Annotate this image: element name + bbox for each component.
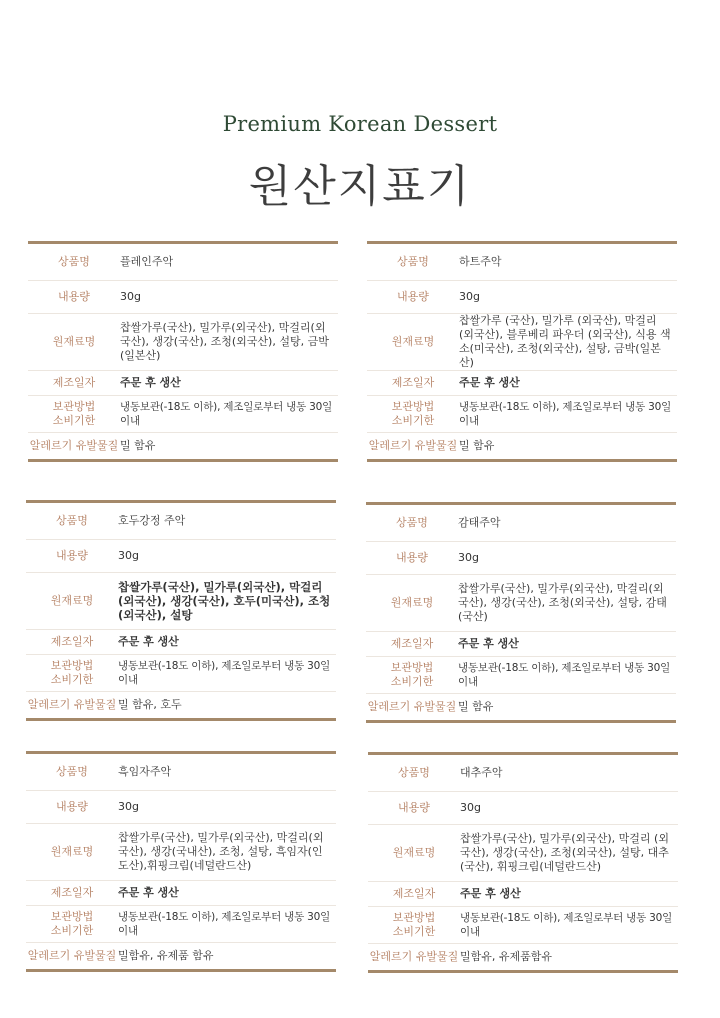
product-card (366, 502, 676, 723)
row-materials (28, 314, 338, 371)
row-storage (366, 657, 676, 694)
label-storage (367, 400, 459, 428)
row-storage (26, 906, 336, 943)
label-manufacture: 제조일자 (390, 637, 434, 650)
label-storage (26, 659, 118, 687)
materials-value: 찹쌀가루(국산), 밀가루(외국산), 막걸리(외국산), 생강(국내산), 조청, 설탕, 흑임자(인도산),휘핑크림(네덜란드산) (118, 831, 324, 872)
manufacture-value: 주문 후 생산 (118, 886, 179, 899)
label-allergy: 알레르기 유발물질 (27, 698, 117, 711)
materials-value: 찹쌀가루(국산), 밀가루(외국산), 막걸리(외국산), 생강(국산), 조청(외국산), 설탕, 금박(일본산) (120, 321, 329, 362)
label-storage-line1: 보관방법 (391, 400, 435, 413)
row-product-name (367, 244, 677, 281)
label-materials: 원재료명 (390, 596, 434, 609)
label-product-name: 상품명 (56, 765, 88, 778)
label-storage-line2: 소비기한 (52, 414, 96, 427)
product-name: 호두강정 주악 (118, 514, 186, 527)
label-storage-line1: 보관방법 (52, 400, 96, 413)
label-materials: 원재료명 (392, 846, 436, 859)
manufacture-value: 주문 후 생산 (458, 637, 519, 650)
row-volume (367, 281, 677, 314)
row-materials (26, 824, 336, 881)
row-product-name (368, 755, 678, 792)
label-volume: 내용량 (58, 290, 90, 303)
row-volume (28, 281, 338, 314)
row-storage (28, 396, 338, 433)
allergy-value: 밀 함유 (458, 700, 494, 713)
label-volume: 내용량 (56, 800, 88, 813)
row-storage (368, 907, 678, 944)
row-manufacture (366, 632, 676, 657)
label-volume: 내용량 (397, 290, 429, 303)
row-volume (26, 791, 336, 824)
label-allergy: 알레르기 유발물질 (368, 439, 458, 452)
label-product-name: 상품명 (56, 514, 88, 527)
label-storage-line2: 소비기한 (391, 414, 435, 427)
label-materials: 원재료명 (52, 335, 96, 348)
label-allergy: 알레르기 유발물질 (29, 439, 119, 452)
product-name: 플레인주악 (120, 255, 174, 268)
row-volume (366, 542, 676, 575)
product-card (367, 241, 677, 462)
row-volume (26, 540, 336, 573)
row-materials (367, 314, 677, 371)
product-card (26, 751, 336, 972)
product-card (28, 241, 338, 462)
page-subtitle: Premium Korean Dessert (222, 112, 498, 136)
row-materials (366, 575, 676, 632)
row-manufacture (368, 882, 678, 907)
label-storage (26, 910, 118, 938)
volume-value: 30g (120, 290, 141, 303)
manufacture-value: 주문 후 생산 (460, 887, 521, 900)
label-storage-line2: 소비기한 (390, 675, 434, 688)
storage-value: 냉동보관(-18도 이하), 제조일로부터 냉동 30일 이내 (120, 401, 333, 427)
volume-value: 30g (118, 549, 139, 562)
label-product-name: 상품명 (396, 516, 428, 529)
row-allergy (366, 694, 676, 720)
label-volume: 내용량 (396, 551, 428, 564)
label-allergy: 알레르기 유발물질 (27, 949, 117, 962)
manufacture-value: 주문 후 생산 (459, 376, 520, 389)
label-storage (368, 911, 460, 939)
product-name: 감태주악 (458, 516, 501, 529)
label-storage (28, 400, 120, 428)
label-storage-line2: 소비기한 (392, 925, 436, 938)
label-product-name: 상품명 (397, 255, 429, 268)
row-allergy (26, 692, 336, 718)
label-storage-line1: 보관방법 (392, 911, 436, 924)
row-allergy (26, 943, 336, 969)
volume-value: 30g (460, 801, 481, 814)
row-materials (368, 825, 678, 882)
product-name: 대추주악 (460, 766, 503, 779)
label-volume: 내용량 (398, 801, 430, 814)
manufacture-value: 주문 후 생산 (118, 635, 179, 648)
materials-value: 찹쌀가루(국산), 밀가루(외국산), 막걸리(외국산), 생강(국산), 조청(외국산), 설탕, 감태(국산) (458, 582, 667, 623)
label-product-name: 상품명 (58, 255, 90, 268)
manufacture-value: 주문 후 생산 (120, 376, 181, 389)
row-materials (26, 573, 336, 630)
volume-value: 30g (118, 800, 139, 813)
allergy-value: 밀함유, 유제품 함유 (118, 949, 214, 962)
label-storage-line1: 보관방법 (50, 910, 94, 923)
label-allergy: 알레르기 유발물질 (369, 950, 459, 963)
storage-value: 냉동보관(-18도 이하), 제조일로부터 냉동 30일 이내 (460, 912, 673, 938)
label-allergy: 알레르기 유발물질 (367, 700, 457, 713)
materials-value: 찹쌀가루 (국산), 밀가루 (외국산), 막걸리 (외국산), 블루베리 파우더 (외국산), 식용 색소(미국산), 조청(외국산), 설탕, 금박(일본산) (459, 314, 671, 369)
row-allergy (367, 433, 677, 459)
label-storage-line1: 보관방법 (390, 661, 434, 674)
label-manufacture: 제조일자 (391, 376, 435, 389)
label-storage-line2: 소비기한 (50, 673, 94, 686)
label-product-name: 상품명 (398, 766, 430, 779)
volume-value: 30g (458, 551, 479, 564)
label-materials: 원재료명 (50, 845, 94, 858)
product-name: 흑임자주악 (118, 765, 172, 778)
row-product-name (366, 505, 676, 542)
label-manufacture: 제조일자 (52, 376, 96, 389)
materials-value: 찹쌀가루(국산), 밀가루(외국산), 막걸리(외국산), 생강(국산), 호두(미국산), 조청(외국산), 설탕 (118, 580, 331, 622)
row-storage (26, 655, 336, 692)
label-storage (366, 661, 458, 689)
row-manufacture (28, 371, 338, 396)
row-volume (368, 792, 678, 825)
volume-value: 30g (459, 290, 480, 303)
materials-value: 찹쌀가루(국산), 밀가루(외국산), 막걸리 (외국산), 생강(국산), 조청(외국산), 설탕, 대추(국산), 휘핑크림(네덜란드산) (460, 832, 669, 873)
product-card (368, 752, 678, 973)
allergy-value: 밀함유, 유제품함유 (460, 950, 553, 963)
label-manufacture: 제조일자 (392, 887, 436, 900)
row-product-name (26, 503, 336, 540)
row-manufacture (26, 881, 336, 906)
allergy-value: 밀 함유 (120, 439, 156, 452)
label-materials: 원재료명 (50, 594, 94, 607)
row-allergy (28, 433, 338, 459)
label-storage-line2: 소비기한 (50, 924, 94, 937)
label-manufacture: 제조일자 (50, 886, 94, 899)
storage-value: 냉동보관(-18도 이하), 제조일로부터 냉동 30일 이내 (118, 911, 331, 937)
row-storage (367, 396, 677, 433)
allergy-value: 밀 함유 (459, 439, 495, 452)
label-volume: 내용량 (56, 549, 88, 562)
storage-value: 냉동보관(-18도 이하), 제조일로부터 냉동 30일 이내 (459, 401, 672, 427)
allergy-value: 밀 함유, 호두 (118, 698, 182, 711)
label-storage-line1: 보관방법 (50, 659, 94, 672)
row-product-name (28, 244, 338, 281)
page-title: 원산지표기 (248, 161, 472, 212)
row-manufacture (26, 630, 336, 655)
label-manufacture: 제조일자 (50, 635, 94, 648)
row-product-name (26, 754, 336, 791)
label-materials: 원재료명 (391, 335, 435, 348)
storage-value: 냉동보관(-18도 이하), 제조일로부터 냉동 30일 이내 (118, 660, 331, 686)
product-name: 하트주악 (459, 255, 502, 268)
storage-value: 냉동보관(-18도 이하), 제조일로부터 냉동 30일 이내 (458, 662, 671, 688)
row-allergy (368, 944, 678, 970)
product-card (26, 500, 336, 721)
row-manufacture (367, 371, 677, 396)
